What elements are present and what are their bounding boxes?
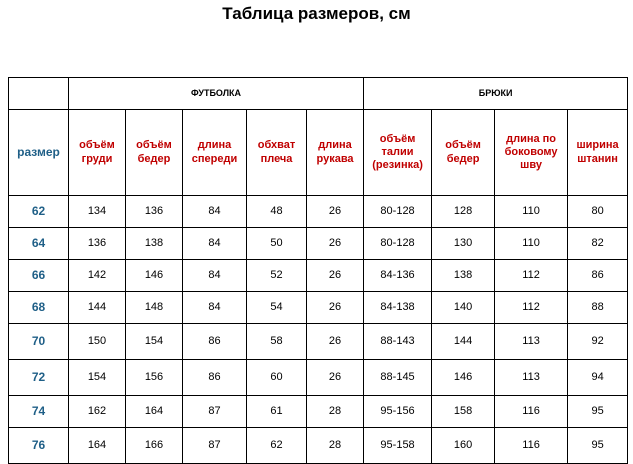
table-cell: 62 bbox=[247, 428, 307, 464]
table-cell: 95 bbox=[568, 428, 628, 464]
table-cell: 80 bbox=[568, 196, 628, 228]
table-cell: 28 bbox=[307, 396, 364, 428]
table-cell: 136 bbox=[126, 196, 183, 228]
size-cell: 68 bbox=[9, 292, 69, 324]
table-cell: 95 bbox=[568, 396, 628, 428]
table-cell: 144 bbox=[432, 324, 495, 360]
table-cell: 148 bbox=[126, 292, 183, 324]
table-cell: 156 bbox=[126, 360, 183, 396]
size-table bbox=[8, 77, 628, 464]
table-cell: 142 bbox=[69, 260, 126, 292]
column-header-chest: объём груди bbox=[69, 110, 126, 196]
table-row bbox=[9, 360, 628, 396]
table-cell: 84-138 bbox=[364, 292, 432, 324]
table-row bbox=[9, 228, 628, 260]
table-cell: 52 bbox=[247, 260, 307, 292]
column-header-size: размер bbox=[9, 110, 69, 196]
size-cell: 66 bbox=[9, 260, 69, 292]
table-cell: 140 bbox=[432, 292, 495, 324]
table-cell: 146 bbox=[432, 360, 495, 396]
table-cell: 87 bbox=[183, 428, 247, 464]
table-cell: 86 bbox=[568, 260, 628, 292]
table-cell: 134 bbox=[69, 196, 126, 228]
table-cell: 110 bbox=[495, 228, 568, 260]
table-cell: 94 bbox=[568, 360, 628, 396]
table-cell: 54 bbox=[247, 292, 307, 324]
table-cell: 82 bbox=[568, 228, 628, 260]
table-cell: 26 bbox=[307, 324, 364, 360]
column-header-side-seam: длина по боковому шву bbox=[495, 110, 568, 196]
group-header-empty bbox=[9, 78, 69, 110]
table-cell: 113 bbox=[495, 324, 568, 360]
group-header-pants: БРЮКИ bbox=[364, 78, 628, 110]
table-cell: 150 bbox=[69, 324, 126, 360]
size-cell: 72 bbox=[9, 360, 69, 396]
table-cell: 138 bbox=[126, 228, 183, 260]
table-cell: 95-158 bbox=[364, 428, 432, 464]
size-cell: 74 bbox=[9, 396, 69, 428]
size-cell: 76 bbox=[9, 428, 69, 464]
table-cell: 158 bbox=[432, 396, 495, 428]
table-cell: 154 bbox=[126, 324, 183, 360]
table-cell: 80-128 bbox=[364, 196, 432, 228]
table-cell: 112 bbox=[495, 260, 568, 292]
table-cell: 116 bbox=[495, 428, 568, 464]
table-cell: 26 bbox=[307, 260, 364, 292]
column-header-leg-width: ширина штанин bbox=[568, 110, 628, 196]
table-row bbox=[9, 428, 628, 464]
table-row bbox=[9, 292, 628, 324]
size-cell: 62 bbox=[9, 196, 69, 228]
table-cell: 154 bbox=[69, 360, 126, 396]
table-cell: 87 bbox=[183, 396, 247, 428]
table-row bbox=[9, 396, 628, 428]
table-cell: 84 bbox=[183, 228, 247, 260]
column-header-waist: объём талии (резинка) bbox=[364, 110, 432, 196]
table-row bbox=[9, 260, 628, 292]
table-cell: 86 bbox=[183, 324, 247, 360]
table-cell: 88-145 bbox=[364, 360, 432, 396]
table-cell: 26 bbox=[307, 292, 364, 324]
column-header-sleeve: длина рукава bbox=[307, 110, 364, 196]
table-cell: 28 bbox=[307, 428, 364, 464]
table-cell: 84-136 bbox=[364, 260, 432, 292]
group-header-row bbox=[9, 78, 628, 110]
table-cell: 80-128 bbox=[364, 228, 432, 260]
table-row bbox=[9, 324, 628, 360]
group-header-tshirt: ФУТБОЛКА bbox=[69, 78, 364, 110]
table-cell: 116 bbox=[495, 396, 568, 428]
table-cell: 84 bbox=[183, 196, 247, 228]
table-cell: 26 bbox=[307, 196, 364, 228]
column-header-front-length: длина спереди bbox=[183, 110, 247, 196]
table-cell: 61 bbox=[247, 396, 307, 428]
table-cell: 60 bbox=[247, 360, 307, 396]
table-cell: 26 bbox=[307, 228, 364, 260]
table-cell: 130 bbox=[432, 228, 495, 260]
table-cell: 162 bbox=[69, 396, 126, 428]
table-cell: 58 bbox=[247, 324, 307, 360]
column-header-row bbox=[9, 110, 628, 196]
table-cell: 86 bbox=[183, 360, 247, 396]
table-cell: 48 bbox=[247, 196, 307, 228]
table-cell: 92 bbox=[568, 324, 628, 360]
page-title: Таблица размеров, см bbox=[222, 4, 411, 23]
table-row bbox=[9, 196, 628, 228]
table-cell: 84 bbox=[183, 292, 247, 324]
table-cell: 84 bbox=[183, 260, 247, 292]
table-cell: 128 bbox=[432, 196, 495, 228]
table-cell: 164 bbox=[69, 428, 126, 464]
table-cell: 138 bbox=[432, 260, 495, 292]
table-cell: 112 bbox=[495, 292, 568, 324]
table-cell: 113 bbox=[495, 360, 568, 396]
table-cell: 144 bbox=[69, 292, 126, 324]
table-cell: 160 bbox=[432, 428, 495, 464]
size-cell: 70 bbox=[9, 324, 69, 360]
table-cell: 146 bbox=[126, 260, 183, 292]
column-header-pants-hips: объём бедер bbox=[432, 110, 495, 196]
size-cell: 64 bbox=[9, 228, 69, 260]
table-cell: 95-156 bbox=[364, 396, 432, 428]
column-header-hips: объём бедер bbox=[126, 110, 183, 196]
column-header-shoulder: обхват плеча bbox=[247, 110, 307, 196]
table-cell: 88-143 bbox=[364, 324, 432, 360]
table-cell: 136 bbox=[69, 228, 126, 260]
table-cell: 166 bbox=[126, 428, 183, 464]
table-cell: 164 bbox=[126, 396, 183, 428]
table-cell: 88 bbox=[568, 292, 628, 324]
table-cell: 50 bbox=[247, 228, 307, 260]
table-cell: 110 bbox=[495, 196, 568, 228]
table-cell: 26 bbox=[307, 360, 364, 396]
